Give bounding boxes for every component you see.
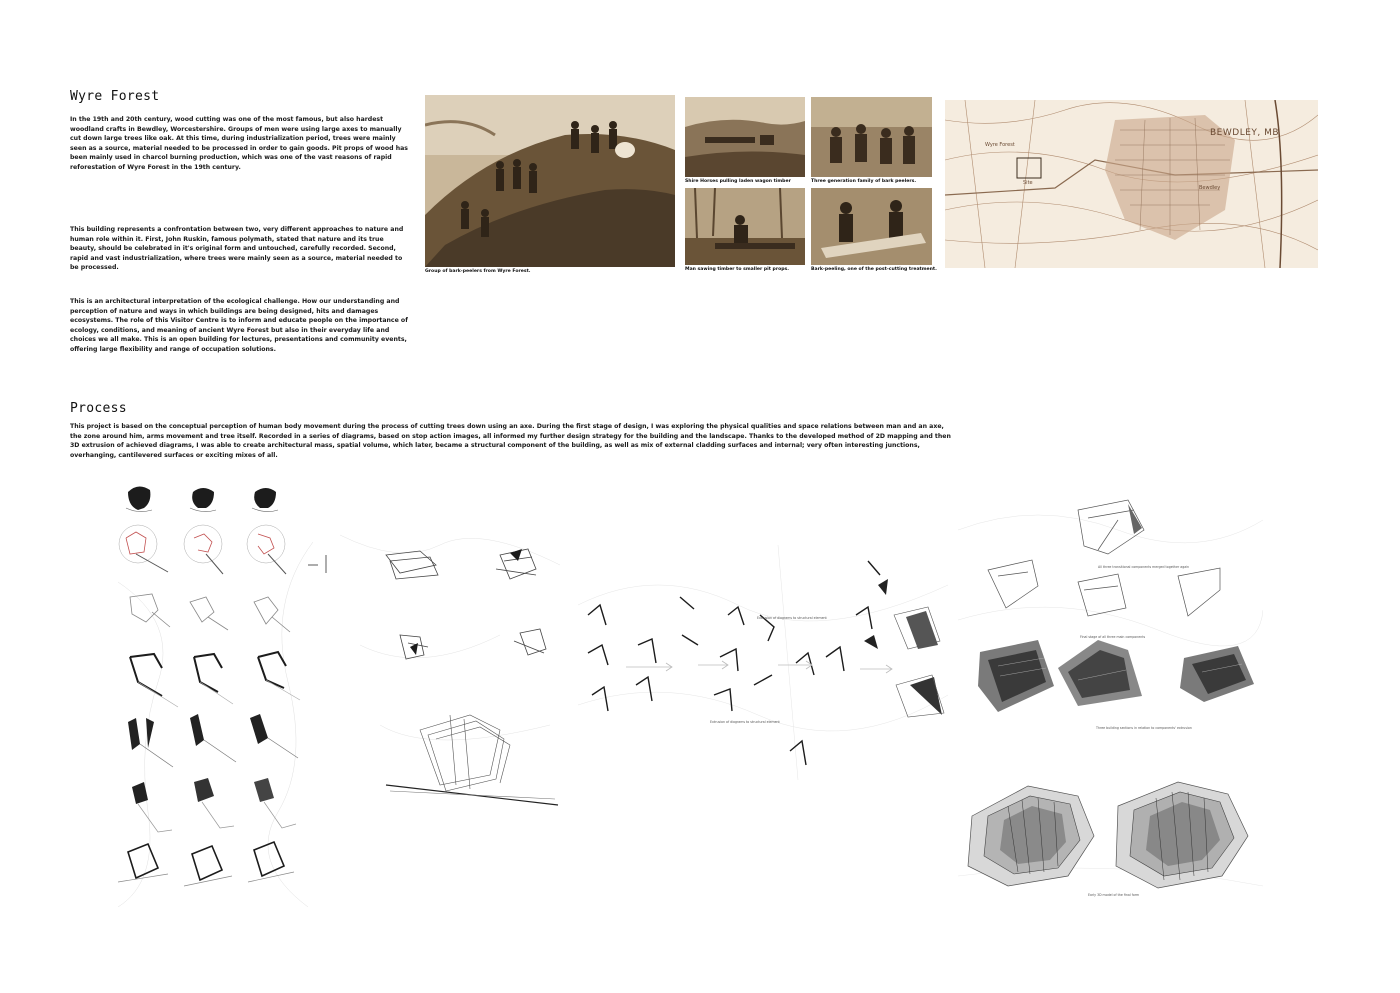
map-bewdley-label: Bewdley <box>1199 185 1221 191</box>
structural-element-diagrams <box>300 525 562 810</box>
map-town-label: BEWDLEY, MB <box>1210 128 1280 138</box>
bark-peelers-photo <box>425 95 675 267</box>
bark-peeling-illustration <box>811 188 932 265</box>
diagram-caption-5: Three building sections in relation to components' extrusion <box>1096 726 1192 730</box>
map-linework <box>945 100 1318 268</box>
axe-movement-diagram-series <box>118 482 313 907</box>
wyre-forest-heading: Wyre Forest <box>70 89 160 104</box>
family-bark-peelers-photo <box>811 97 932 177</box>
diagram-caption-4: Final stage of all three main components <box>1080 635 1146 639</box>
family-caption: Three generation family of bark peelers. <box>811 179 917 184</box>
diagram-caption-3: All three transitional components merged together again <box>1098 565 1190 569</box>
bark-peelers-caption: Group of bark-peelers from Wyre Forest. <box>425 269 531 274</box>
building-component-diagrams <box>958 490 1263 740</box>
wyre-confrontation-paragraph: This building represents a confrontation between two, very different approaches to nature and human role within it. First, John Ruskin, famous polymath, stated that nature and its true beauty, should be celebrated in it's original form and untouched, carefully recorded. Second, rapid and vast industrialization, where trees were mainly seen as a source, material needed to be processed. <box>70 226 404 272</box>
diagram-caption-1: Extrusion of diagrams to structural element <box>757 616 827 620</box>
process-paragraph: This project is based on the conceptual perception of human body movement during the process of cutting trees down using an axe. During the first stage of design, I was exploring the physical qualities and space relations between man and an axe, the zone around him, arms movement and tree itself. Recorded in a series of diagrams, based on stop action images, all informed my further design strategy for the building and the landscape. Thanks to the developed method of 2D mapping and then 3D extrusion of achieved diagrams, I was able to create architectural mass, spatial volume, which later, became a structural component of the building, as well as mix of external cladding surfaces and internal; very often interesting junctions, overhanging, cantilevered surfaces or exciting mixes of all. <box>70 423 951 459</box>
shire-horses-photo <box>685 97 805 177</box>
map-forest-label: Wyre Forest <box>985 142 1015 148</box>
wyre-ecology-paragraph: This is an architectural interpretation of the ecological challenge. How our understanding and perception of nature and ways in which buildings are being designed, hits and damages ecosystems. The role of this Visitor Centre is to inform and educate people on the importance of ecology, conditions, and meaning of ancient Wyre Forest but also in their everyday life and choices we all make. This is an open building for lectures, presentations and community events, offering large flexibility and range of occupation solutions. <box>70 298 408 353</box>
man-sawing-caption: Man sawing timber to smaller pit props. <box>685 267 790 272</box>
process-heading: Process <box>70 401 127 416</box>
bewdley-map <box>945 100 1318 268</box>
early-3d-model-render <box>958 776 1263 901</box>
family-illustration <box>811 97 932 177</box>
bark-peeling-photo <box>811 188 932 265</box>
shire-horses-illustration <box>685 97 805 177</box>
diagram-caption-6: Early 3D model of the final form <box>1088 893 1140 897</box>
man-sawing-illustration <box>685 188 805 265</box>
transition-diagrams <box>578 545 948 780</box>
shire-horses-caption: Shire Horses pulling laden wagon timber <box>685 179 791 184</box>
bark-peelers-illustration <box>425 95 675 267</box>
bark-peeling-caption: Bark-peeling, one of the post-cutting treatment. <box>811 267 937 272</box>
man-sawing-photo <box>685 188 805 265</box>
diagram-caption-2: Extrusion of diagrams to structural element <box>710 720 780 724</box>
wyre-intro-paragraph: In the 19th and 20th century, wood cutting was one of the most famous, but also hardest woodland crafts in Bewdley, Worcestershire. Groups of men were using large axes to manually cut down large trees like oak. At this time, during industrialization period, trees were mainly seen as a source, material needed to be processed in order to gain goods. Pit props of wood has been mainly used in charcol burning production, which was one of the vast reasons of rapid reforestation of Wyre Forest in the 19th century. <box>70 116 408 171</box>
map-site-label: Site <box>1023 180 1033 186</box>
